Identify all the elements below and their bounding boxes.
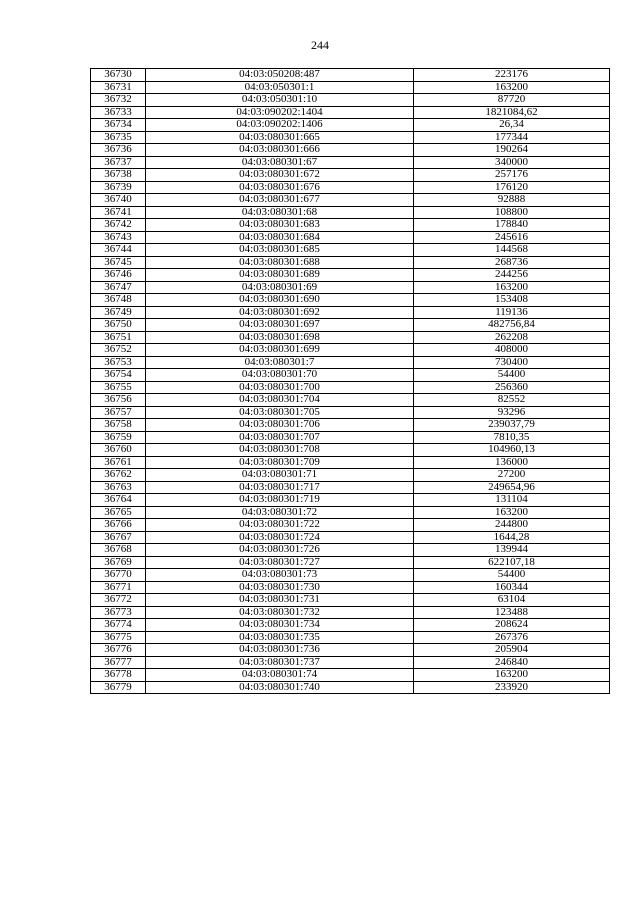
value-cell: 178840: [414, 219, 610, 232]
value-cell: 245616: [414, 231, 610, 244]
cadastral-number-cell: 04:03:080301:677: [146, 194, 414, 207]
value-cell: 163200: [414, 669, 610, 682]
value-cell: 27200: [414, 469, 610, 482]
cadastral-number-cell: 04:03:080301:722: [146, 519, 414, 532]
cadastral-number-cell: 04:03:080301:727: [146, 556, 414, 569]
row-number-cell: 36761: [91, 456, 146, 469]
cadastral-number-cell: 04:03:080301:705: [146, 406, 414, 419]
table-row: [91, 281, 610, 294]
value-cell: 408000: [414, 344, 610, 357]
value-cell: 82552: [414, 394, 610, 407]
table-row: [91, 481, 610, 494]
table-row: [91, 394, 610, 407]
cadastral-number-cell: 04:03:080301:692: [146, 306, 414, 319]
value-cell: 730400: [414, 356, 610, 369]
row-number-cell: 36741: [91, 206, 146, 219]
table-row: [91, 81, 610, 94]
row-number-cell: 36747: [91, 281, 146, 294]
value-cell: 87720: [414, 94, 610, 107]
table-row: [91, 456, 610, 469]
table-body: [91, 69, 610, 694]
table-row: [91, 581, 610, 594]
row-number-cell: 36752: [91, 344, 146, 357]
table-row: [91, 381, 610, 394]
value-cell: 244800: [414, 519, 610, 532]
row-number-cell: 36748: [91, 294, 146, 307]
cadastral-number-cell: 04:03:080301:683: [146, 219, 414, 232]
row-number-cell: 36753: [91, 356, 146, 369]
row-number-cell: 36744: [91, 244, 146, 257]
value-cell: 104960,13: [414, 444, 610, 457]
table-row: [91, 644, 610, 657]
row-number-cell: 36739: [91, 181, 146, 194]
cadastral-number-cell: 04:03:080301:724: [146, 531, 414, 544]
table-row: [91, 469, 610, 482]
value-cell: 26,34: [414, 119, 610, 132]
value-cell: 239037,79: [414, 419, 610, 432]
row-number-cell: 36755: [91, 381, 146, 394]
cadastral-number-cell: 04:03:080301:706: [146, 419, 414, 432]
table-row: [91, 631, 610, 644]
value-cell: 108800: [414, 206, 610, 219]
row-number-cell: 36754: [91, 369, 146, 382]
value-cell: 268736: [414, 256, 610, 269]
value-cell: 233920: [414, 681, 610, 694]
row-number-cell: 36734: [91, 119, 146, 132]
cadastral-number-cell: 04:03:080301:699: [146, 344, 414, 357]
value-cell: 246840: [414, 656, 610, 669]
row-number-cell: 36756: [91, 394, 146, 407]
row-number-cell: 36763: [91, 481, 146, 494]
table-row: [91, 244, 610, 257]
table-row: [91, 344, 610, 357]
row-number-cell: 36751: [91, 331, 146, 344]
cadastral-number-cell: 04:03:080301:740: [146, 681, 414, 694]
row-number-cell: 36742: [91, 219, 146, 232]
table-row: [91, 556, 610, 569]
value-cell: 163200: [414, 81, 610, 94]
table-row: [91, 94, 610, 107]
value-cell: 1644,28: [414, 531, 610, 544]
row-number-cell: 36759: [91, 431, 146, 444]
cadastral-number-cell: 04:03:080301:665: [146, 131, 414, 144]
table-row: [91, 69, 610, 82]
cadastral-number-cell: 04:03:080301:688: [146, 256, 414, 269]
row-number-cell: 36733: [91, 106, 146, 119]
cadastral-number-cell: 04:03:050301:1: [146, 81, 414, 94]
row-number-cell: 36740: [91, 194, 146, 207]
value-cell: 7810,35: [414, 431, 610, 444]
row-number-cell: 36762: [91, 469, 146, 482]
page-number: 244: [311, 38, 329, 52]
row-number-cell: 36745: [91, 256, 146, 269]
table-row: [91, 619, 610, 632]
row-number-cell: 36771: [91, 581, 146, 594]
table-row: [91, 206, 610, 219]
cadastral-number-cell: 04:03:080301:666: [146, 144, 414, 157]
table-row: [91, 331, 610, 344]
table-row: [91, 369, 610, 382]
cadastral-number-cell: 04:03:080301:72: [146, 506, 414, 519]
table-row: [91, 194, 610, 207]
table-row: [91, 431, 610, 444]
value-cell: 123488: [414, 606, 610, 619]
row-number-cell: 36735: [91, 131, 146, 144]
table-row: [91, 681, 610, 694]
table-row: [91, 406, 610, 419]
table-row: [91, 131, 610, 144]
cadastral-number-cell: 04:03:080301:726: [146, 544, 414, 557]
row-number-cell: 36767: [91, 531, 146, 544]
cadastral-number-cell: 04:03:080301:70: [146, 369, 414, 382]
value-cell: 54400: [414, 569, 610, 582]
cadastral-number-cell: 04:03:080301:735: [146, 631, 414, 644]
cadastral-number-cell: 04:03:080301:73: [146, 569, 414, 582]
cadastral-number-cell: 04:03:080301:734: [146, 619, 414, 632]
value-cell: 190264: [414, 144, 610, 157]
value-cell: 244256: [414, 269, 610, 282]
row-number-cell: 36775: [91, 631, 146, 644]
cadastral-number-cell: 04:03:080301:698: [146, 331, 414, 344]
cadastral-number-cell: 04:03:080301:676: [146, 181, 414, 194]
table-row: [91, 594, 610, 607]
row-number-cell: 36743: [91, 231, 146, 244]
row-number-cell: 36736: [91, 144, 146, 157]
table-row: [91, 294, 610, 307]
cadastral-number-cell: 04:03:080301:704: [146, 394, 414, 407]
table-row: [91, 531, 610, 544]
value-cell: 208624: [414, 619, 610, 632]
value-cell: 622107,18: [414, 556, 610, 569]
value-cell: 176120: [414, 181, 610, 194]
value-cell: 249654,96: [414, 481, 610, 494]
cadastral-number-cell: 04:03:050208:487: [146, 69, 414, 82]
row-number-cell: 36758: [91, 419, 146, 432]
row-number-cell: 36731: [91, 81, 146, 94]
row-number-cell: 36768: [91, 544, 146, 557]
value-cell: 163200: [414, 281, 610, 294]
cadastral-number-cell: 04:03:080301:707: [146, 431, 414, 444]
value-cell: 160344: [414, 581, 610, 594]
value-cell: 63104: [414, 594, 610, 607]
cadastral-number-cell: 04:03:080301:708: [146, 444, 414, 457]
table-row: [91, 669, 610, 682]
value-cell: 482756,84: [414, 319, 610, 332]
table-row: [91, 219, 610, 232]
value-cell: 93296: [414, 406, 610, 419]
row-number-cell: 36772: [91, 594, 146, 607]
row-number-cell: 36766: [91, 519, 146, 532]
value-cell: 163200: [414, 506, 610, 519]
cadastral-number-cell: 04:03:080301:737: [146, 656, 414, 669]
table-row: [91, 306, 610, 319]
cadastral-number-cell: 04:03:080301:67: [146, 156, 414, 169]
table-row: [91, 256, 610, 269]
cadastral-number-cell: 04:03:080301:730: [146, 581, 414, 594]
cadastral-table: [90, 68, 610, 694]
cadastral-number-cell: 04:03:080301:690: [146, 294, 414, 307]
row-number-cell: 36777: [91, 656, 146, 669]
table-row: [91, 144, 610, 157]
value-cell: 340000: [414, 156, 610, 169]
cadastral-number-cell: 04:03:080301:731: [146, 594, 414, 607]
value-cell: 54400: [414, 369, 610, 382]
value-cell: 92888: [414, 194, 610, 207]
cadastral-number-cell: 04:03:080301:709: [146, 456, 414, 469]
value-cell: 257176: [414, 169, 610, 182]
cadastral-number-cell: 04:03:080301:684: [146, 231, 414, 244]
cadastral-number-cell: 04:03:090202:1406: [146, 119, 414, 132]
cadastral-number-cell: 04:03:080301:69: [146, 281, 414, 294]
row-number-cell: 36737: [91, 156, 146, 169]
table-row: [91, 231, 610, 244]
value-cell: 256360: [414, 381, 610, 394]
row-number-cell: 36774: [91, 619, 146, 632]
row-number-cell: 36749: [91, 306, 146, 319]
value-cell: 139944: [414, 544, 610, 557]
row-number-cell: 36778: [91, 669, 146, 682]
table-row: [91, 319, 610, 332]
row-number-cell: 36769: [91, 556, 146, 569]
cadastral-number-cell: 04:03:080301:732: [146, 606, 414, 619]
table-row: [91, 269, 610, 282]
cadastral-number-cell: 04:03:080301:672: [146, 169, 414, 182]
row-number-cell: 36732: [91, 94, 146, 107]
cadastral-number-cell: 04:03:080301:685: [146, 244, 414, 257]
cadastral-number-cell: 04:03:080301:689: [146, 269, 414, 282]
cadastral-number-cell: 04:03:080301:74: [146, 669, 414, 682]
value-cell: 153408: [414, 294, 610, 307]
row-number-cell: 36776: [91, 644, 146, 657]
table-row: [91, 569, 610, 582]
row-number-cell: 36757: [91, 406, 146, 419]
value-cell: 205904: [414, 644, 610, 657]
table-row: [91, 656, 610, 669]
cadastral-number-cell: 04:03:080301:719: [146, 494, 414, 507]
value-cell: 267376: [414, 631, 610, 644]
row-number-cell: 36730: [91, 69, 146, 82]
table-row: [91, 494, 610, 507]
value-cell: 131104: [414, 494, 610, 507]
table-row: [91, 544, 610, 557]
row-number-cell: 36779: [91, 681, 146, 694]
row-number-cell: 36770: [91, 569, 146, 582]
table-row: [91, 506, 610, 519]
table-row: [91, 606, 610, 619]
table-row: [91, 419, 610, 432]
row-number-cell: 36750: [91, 319, 146, 332]
cadastral-number-cell: 04:03:080301:68: [146, 206, 414, 219]
table-row: [91, 169, 610, 182]
value-cell: 119136: [414, 306, 610, 319]
row-number-cell: 36764: [91, 494, 146, 507]
cadastral-number-cell: 04:03:080301:700: [146, 381, 414, 394]
table-row: [91, 106, 610, 119]
value-cell: 177344: [414, 131, 610, 144]
value-cell: 136000: [414, 456, 610, 469]
value-cell: 262208: [414, 331, 610, 344]
cadastral-number-cell: 04:03:080301:71: [146, 469, 414, 482]
table-row: [91, 181, 610, 194]
value-cell: 144568: [414, 244, 610, 257]
cadastral-number-cell: 04:03:080301:7: [146, 356, 414, 369]
cadastral-number-cell: 04:03:050301:10: [146, 94, 414, 107]
row-number-cell: 36746: [91, 269, 146, 282]
row-number-cell: 36765: [91, 506, 146, 519]
row-number-cell: 36773: [91, 606, 146, 619]
table-row: [91, 356, 610, 369]
cadastral-number-cell: 04:03:090202:1404: [146, 106, 414, 119]
row-number-cell: 36738: [91, 169, 146, 182]
cadastral-number-cell: 04:03:080301:697: [146, 319, 414, 332]
value-cell: 223176: [414, 69, 610, 82]
table-row: [91, 444, 610, 457]
cadastral-number-cell: 04:03:080301:736: [146, 644, 414, 657]
table-row: [91, 119, 610, 132]
value-cell: 1821084,62: [414, 106, 610, 119]
table-row: [91, 156, 610, 169]
row-number-cell: 36760: [91, 444, 146, 457]
table-row: [91, 519, 610, 532]
cadastral-number-cell: 04:03:080301:717: [146, 481, 414, 494]
